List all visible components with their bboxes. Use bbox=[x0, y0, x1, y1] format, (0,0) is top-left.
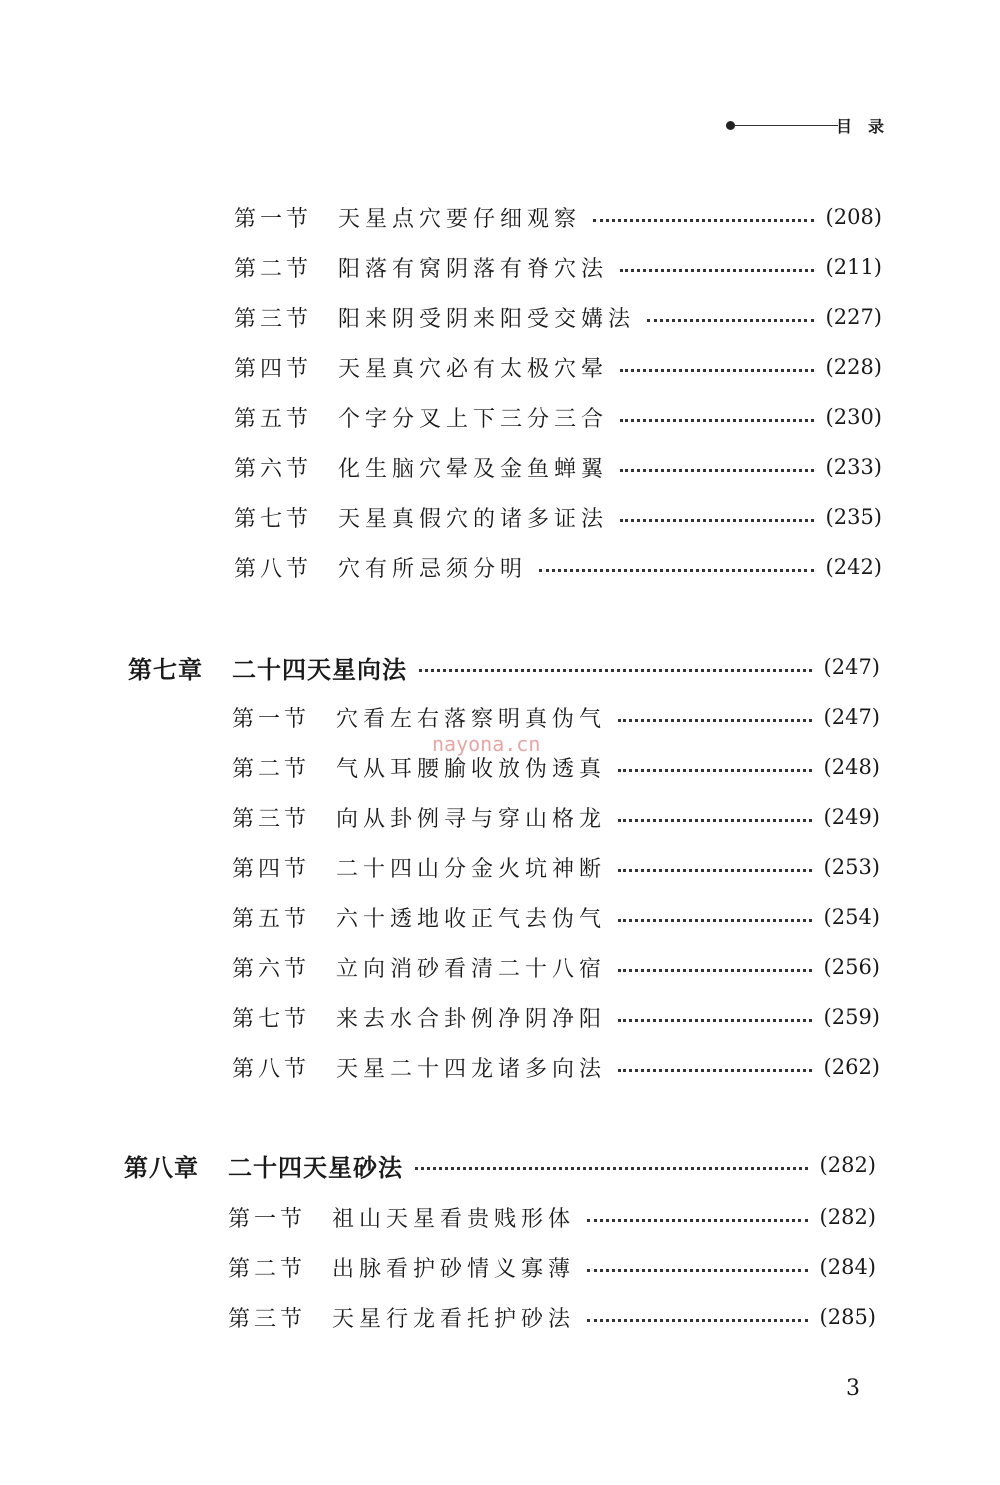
section-number: 第三节 bbox=[234, 306, 313, 332]
page-ref: (208) bbox=[825, 205, 882, 229]
page-ref: (253) bbox=[823, 855, 880, 879]
toc-entry[interactable] bbox=[234, 200, 882, 234]
toc-entry[interactable] bbox=[232, 800, 880, 834]
section-title: 阳落有窝阴落有脊穴法 bbox=[338, 256, 609, 282]
toc-entry[interactable] bbox=[232, 900, 880, 934]
dot-leader bbox=[618, 769, 812, 772]
section-number: 第二节 bbox=[232, 756, 311, 782]
section-number: 第六节 bbox=[232, 956, 311, 982]
page-ref: (230) bbox=[825, 405, 882, 429]
header-title: 目录 bbox=[836, 117, 901, 136]
dot-leader bbox=[620, 419, 814, 422]
section-title: 来去水合卦例净阴净阳 bbox=[336, 1006, 607, 1032]
page-ref: (284) bbox=[819, 1255, 876, 1279]
dot-leader bbox=[620, 369, 814, 372]
page-ref: (254) bbox=[823, 905, 880, 929]
header-rule bbox=[734, 125, 838, 126]
page-ref: (233) bbox=[825, 455, 882, 479]
page-ref: (282) bbox=[819, 1205, 876, 1229]
dot-leader bbox=[620, 469, 814, 472]
section-number: 第一节 bbox=[234, 206, 313, 232]
page-ref: (285) bbox=[819, 1305, 876, 1329]
toc-entry[interactable] bbox=[232, 750, 880, 784]
toc-entry[interactable] bbox=[232, 700, 880, 734]
section-number: 第一节 bbox=[228, 1206, 307, 1232]
section-title: 气从耳腰腧收放伪透真 bbox=[336, 756, 607, 782]
page-number: 3 bbox=[846, 1376, 860, 1401]
dot-leader bbox=[618, 969, 812, 972]
toc-entry[interactable] bbox=[234, 500, 882, 534]
section-title: 天星真假穴的诸多证法 bbox=[338, 506, 609, 532]
section-number: 第七节 bbox=[232, 1006, 311, 1032]
section-number: 第六节 bbox=[234, 456, 313, 482]
section-title: 天星点穴要仔细观察 bbox=[338, 206, 582, 232]
chapter-title: 二十四天星砂法 bbox=[228, 1153, 403, 1182]
toc-entry[interactable] bbox=[234, 450, 882, 484]
dot-leader bbox=[618, 1069, 812, 1072]
section-number: 第七节 bbox=[234, 506, 313, 532]
dot-leader bbox=[620, 269, 814, 272]
chapter-number: 第八章 bbox=[124, 1153, 199, 1182]
dot-leader bbox=[593, 219, 814, 222]
watermark: nayona.cn bbox=[432, 732, 541, 756]
toc-chapter-entry[interactable] bbox=[124, 1148, 876, 1182]
section-number: 第四节 bbox=[234, 356, 313, 382]
section-number: 第五节 bbox=[232, 906, 311, 932]
section-number: 第四节 bbox=[232, 856, 311, 882]
dot-leader bbox=[587, 1319, 808, 1322]
chapter-title: 二十四天星向法 bbox=[232, 655, 407, 684]
section-title: 立向消砂看清二十八宿 bbox=[336, 956, 607, 982]
toc-entry[interactable] bbox=[234, 300, 882, 334]
section-number: 第五节 bbox=[234, 406, 313, 432]
toc-entry[interactable] bbox=[232, 1050, 880, 1084]
toc-entry[interactable] bbox=[234, 550, 882, 584]
dot-leader bbox=[618, 819, 812, 822]
section-number: 第八节 bbox=[234, 556, 313, 582]
dot-leader bbox=[618, 869, 812, 872]
page-ref: (256) bbox=[823, 955, 880, 979]
toc-entry[interactable] bbox=[228, 1200, 876, 1234]
page-ref: (228) bbox=[825, 355, 882, 379]
section-number: 第三节 bbox=[228, 1306, 307, 1332]
section-number: 第二节 bbox=[228, 1256, 307, 1282]
section-title: 穴有所忌须分明 bbox=[338, 556, 528, 582]
dot-leader bbox=[587, 1269, 808, 1272]
page-ref: (247) bbox=[823, 655, 880, 679]
toc-chapter-entry[interactable] bbox=[128, 650, 880, 684]
toc-entry[interactable] bbox=[234, 400, 882, 434]
section-title: 天星真穴必有太极穴晕 bbox=[338, 356, 609, 382]
toc-entry[interactable] bbox=[232, 950, 880, 984]
dot-leader bbox=[618, 919, 812, 922]
section-number: 第二节 bbox=[234, 256, 313, 282]
page-ref: (247) bbox=[823, 705, 880, 729]
running-header bbox=[726, 114, 901, 138]
section-title: 个字分叉上下三分三合 bbox=[338, 406, 609, 432]
toc-entry[interactable] bbox=[228, 1250, 876, 1284]
dot-leader bbox=[618, 1019, 812, 1022]
section-title: 天星二十四龙诸多向法 bbox=[336, 1056, 607, 1082]
section-number: 第一节 bbox=[232, 706, 311, 732]
page-ref: (211) bbox=[825, 255, 882, 279]
section-number: 第八节 bbox=[232, 1056, 311, 1082]
section-title: 阳来阴受阴来阳受交媾法 bbox=[338, 306, 636, 332]
section-title: 出脉看护砂情义寡薄 bbox=[332, 1256, 576, 1282]
section-title: 化生脑穴晕及金鱼蝉翼 bbox=[338, 456, 609, 482]
dot-leader bbox=[620, 519, 814, 522]
page-ref: (262) bbox=[823, 1055, 880, 1079]
page-ref: (259) bbox=[823, 1005, 880, 1029]
page-ref: (249) bbox=[823, 805, 880, 829]
toc-entry[interactable] bbox=[232, 1000, 880, 1034]
section-title: 向从卦例寻与穿山格龙 bbox=[336, 806, 607, 832]
toc-entry[interactable] bbox=[234, 350, 882, 384]
page-ref: (227) bbox=[825, 305, 882, 329]
section-title: 祖山天星看贵贱形体 bbox=[332, 1206, 576, 1232]
page-ref: (242) bbox=[825, 555, 882, 579]
chapter-number: 第七章 bbox=[128, 655, 203, 684]
section-title: 二十四山分金火坑神断 bbox=[336, 856, 607, 882]
dot-leader bbox=[618, 719, 812, 722]
dot-leader bbox=[415, 1167, 808, 1170]
toc-entry[interactable] bbox=[232, 850, 880, 884]
page-ref: (248) bbox=[823, 755, 880, 779]
dot-leader bbox=[587, 1219, 808, 1222]
page-ref: (235) bbox=[825, 505, 882, 529]
dot-leader bbox=[419, 669, 812, 672]
page-ref: (282) bbox=[819, 1153, 876, 1177]
section-title: 穴看左右落察明真伪气 bbox=[336, 706, 607, 732]
dot-leader bbox=[647, 319, 814, 322]
section-title: 天星行龙看托护砂法 bbox=[332, 1306, 576, 1332]
toc-entry[interactable] bbox=[234, 250, 882, 284]
section-number: 第三节 bbox=[232, 806, 311, 832]
section-title: 六十透地收正气去伪气 bbox=[336, 906, 607, 932]
dot-leader bbox=[539, 569, 814, 572]
toc-entry[interactable] bbox=[228, 1300, 876, 1334]
